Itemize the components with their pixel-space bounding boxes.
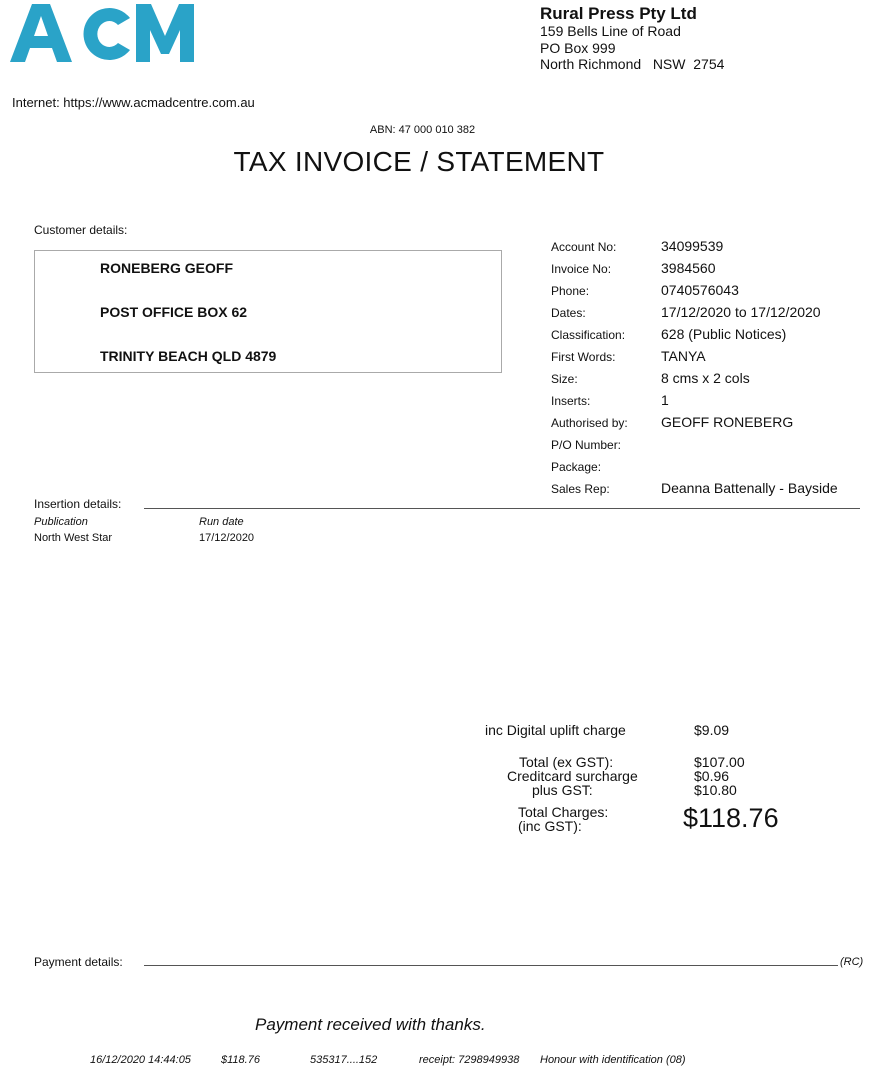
abn: ABN: 47 000 010 382 — [369, 124, 476, 136]
total-ex-gst-value: $107.00 — [694, 754, 745, 770]
insertion-details-label: Insertion details: — [34, 497, 122, 511]
sales-rep-label: Sales Rep: — [551, 482, 610, 496]
publication-column-header: Publication — [34, 516, 88, 528]
customer-address: POST OFFICE BOX 62 — [100, 304, 248, 320]
company-address-line: 159 Bells Line of Road — [540, 23, 681, 39]
phone-label: Phone: — [551, 284, 590, 298]
customer-city: TRINITY BEACH QLD 4879 — [100, 348, 277, 364]
customer-name: RONEBERG GEOFF — [100, 260, 234, 276]
payment-card: 535317....152 — [310, 1054, 378, 1066]
run-date-value: 17/12/2020 — [199, 532, 255, 544]
sales-rep-value: Deanna Battenally - Bayside — [661, 480, 838, 496]
total-charges-label: Total Charges: — [518, 804, 609, 820]
package-label: Package: — [551, 460, 602, 474]
total-charges-value: $118.76 — [683, 803, 779, 833]
payment-code: (RC) — [840, 956, 864, 968]
authorised-by-value: GEOFF RONEBERG — [661, 414, 794, 430]
classification-value: 628 (Public Notices) — [661, 326, 787, 342]
po-number-label: P/O Number: — [551, 438, 622, 452]
inserts-label: Inserts: — [551, 394, 591, 408]
digital-uplift-value: $9.09 — [694, 722, 730, 738]
account-no-value: 34099539 — [661, 238, 724, 254]
document-title: TAX INVOICE / STATEMENT — [233, 146, 605, 177]
size-value: 8 cms x 2 cols — [661, 370, 750, 386]
inc-gst-label: (inc GST): — [518, 818, 582, 834]
publication-value: North West Star — [34, 532, 113, 544]
logo-letter-a — [10, 4, 72, 62]
size-label: Size: — [551, 372, 578, 386]
payment-receipt: receipt: 7298949938 — [419, 1054, 520, 1066]
insertion-divider — [144, 508, 860, 509]
payment-details-label: Payment details: — [34, 955, 123, 969]
account-no-label: Account No: — [551, 240, 617, 254]
customer-details-label: Customer details: — [34, 223, 128, 237]
payment-note: Honour with identification (08) — [540, 1054, 686, 1066]
internet-url: Internet: https://www.acmadcentre.com.au — [12, 95, 255, 110]
plus-gst-label: plus GST: — [532, 782, 593, 798]
company-address-line: North Richmond NSW 2754 — [540, 56, 725, 72]
first-words-value: TANYA — [661, 348, 706, 364]
logo-letter-c — [84, 8, 130, 60]
invoice-no-value: 3984560 — [661, 260, 716, 276]
first-words-label: First Words: — [551, 350, 616, 364]
invoice-no-label: Invoice No: — [551, 262, 612, 276]
total-ex-gst-label: Total (ex GST): — [519, 754, 614, 770]
company-address-line: PO Box 999 — [540, 40, 616, 56]
acm-logo — [10, 2, 196, 66]
dates-label: Dates: — [551, 306, 586, 320]
phone-value: 0740576043 — [661, 282, 739, 298]
classification-label: Classification: — [551, 328, 626, 342]
company-name: Rural Press Pty Ltd — [540, 4, 697, 23]
authorised-by-label: Authorised by: — [551, 416, 628, 430]
payment-thanks: Payment received with thanks. — [255, 1015, 486, 1034]
creditcard-surcharge-value: $0.96 — [694, 768, 730, 784]
plus-gst-value: $10.80 — [694, 782, 737, 798]
run-date-column-header: Run date — [199, 516, 244, 528]
payment-datetime: 16/12/2020 14:44:05 — [90, 1054, 191, 1066]
digital-uplift-label: inc Digital uplift charge — [485, 722, 626, 738]
logo-letter-m — [136, 4, 194, 62]
payment-amount: $118.76 — [221, 1054, 260, 1066]
inserts-value: 1 — [661, 392, 669, 408]
payment-divider — [144, 965, 838, 966]
creditcard-surcharge-label: Creditcard surcharge — [507, 768, 638, 784]
dates-value: 17/12/2020 to 17/12/2020 — [661, 304, 821, 320]
